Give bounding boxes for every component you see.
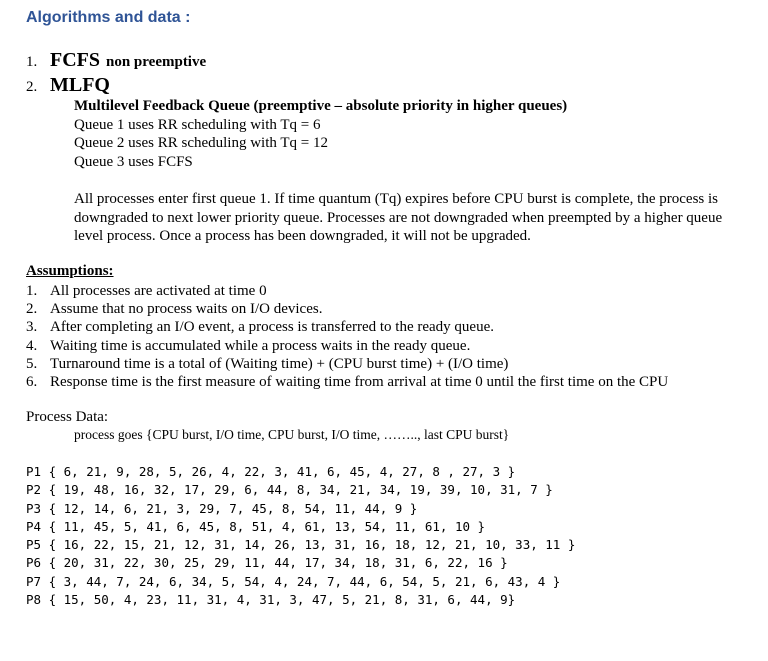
- assumption-item: 6. Response time is the first measure of waiting time from arrival at time 0 until the first time on the CPU: [26, 374, 669, 391]
- process-row-p3: P3 { 12, 14, 6, 21, 3, 29, 7, 45, 8, 54, 11, 44, 9 }: [26, 500, 418, 516]
- assumption-item: 5. Turnaround time is a total of (Waiting time) + (CPU burst time) + (I/O time): [26, 355, 509, 372]
- queue-1-rule: Queue 1 uses RR scheduling with Tq = 6: [74, 116, 321, 133]
- process-row-p5: P5 { 16, 22, 15, 21, 12, 31, 14, 26, 13, 31, 16, 18, 12, 21, 10, 33, 11 }: [26, 537, 576, 553]
- queue-3-rule: Queue 3 uses FCFS: [74, 153, 193, 170]
- algorithm-name: MLFQ: [50, 74, 110, 96]
- page-heading: Algorithms and data :: [26, 9, 191, 26]
- algorithm-item-mlfq: [26, 74, 110, 97]
- assumption-item: 3. After completing an I/O event, a process is transferred to the ready queue.: [26, 319, 494, 336]
- process-row-p7: P7 { 3, 44, 7, 24, 6, 34, 5, 54, 4, 24, 7, 44, 6, 54, 5, 21, 6, 43, 4 }: [26, 573, 561, 589]
- assumptions-title: Assumptions:: [26, 263, 114, 279]
- algorithm-subtitle: non preemptive: [106, 54, 207, 70]
- assumption-item: 2. Assume that no process waits on I/O devices.: [26, 301, 323, 318]
- process-row-p4: P4 { 11, 45, 5, 41, 6, 45, 8, 51, 4, 61, 13, 54, 11, 61, 10 }: [26, 518, 486, 534]
- process-data-title: Process Data:: [26, 409, 109, 425]
- process-row-p8: P8 { 15, 50, 4, 23, 11, 31, 4, 31, 3, 47, 5, 21, 8, 31, 6, 44, 9}: [26, 592, 516, 608]
- algorithm-number: 2.: [26, 79, 38, 95]
- mlfq-details: [74, 97, 567, 171]
- queue-2-rule: Queue 2 uses RR scheduling with Tq = 12: [74, 135, 328, 151]
- process-row-p6: P6 { 20, 31, 22, 30, 25, 29, 11, 44, 17, 34, 18, 31, 6, 22, 16 }: [26, 555, 508, 571]
- assumption-item: 4. Waiting time is accumulated while a process waits in the ready queue.: [26, 337, 471, 354]
- assumptions-list: [26, 282, 668, 391]
- algorithm-item-fcfs: [26, 49, 206, 72]
- process-row-p1: P1 { 6, 21, 9, 28, 5, 26, 4, 22, 3, 41, 6, 45, 4, 27, 8 , 27, 3 }: [26, 464, 516, 479]
- process-data-description: process goes {CPU burst, I/O time, CPU burst, I/O time, …….., last CPU burst}: [74, 427, 510, 442]
- mlfq-title: Multilevel Feedback Queue (preemptive – absolute priority in higher queues): [74, 98, 568, 114]
- algorithm-number: 1.: [26, 54, 38, 70]
- assumption-item: 1. All processes are activated at time 0: [26, 283, 267, 299]
- mlfq-description: All processes enter first queue 1. If time quantum (Tq) expires before CPU burst is complete, the process is downgraded to next lower priority queue. Processes are not downgraded when preempted by a higher queue level process. Once a process has been downgraded, it will not be upgraded.: [74, 191, 723, 244]
- algorithm-name: FCFS: [50, 49, 100, 71]
- process-list: [26, 463, 575, 609]
- process-row-p2: P2 { 19, 48, 16, 32, 17, 29, 6, 44, 8, 34, 21, 34, 19, 39, 10, 31, 7 }: [26, 482, 553, 498]
